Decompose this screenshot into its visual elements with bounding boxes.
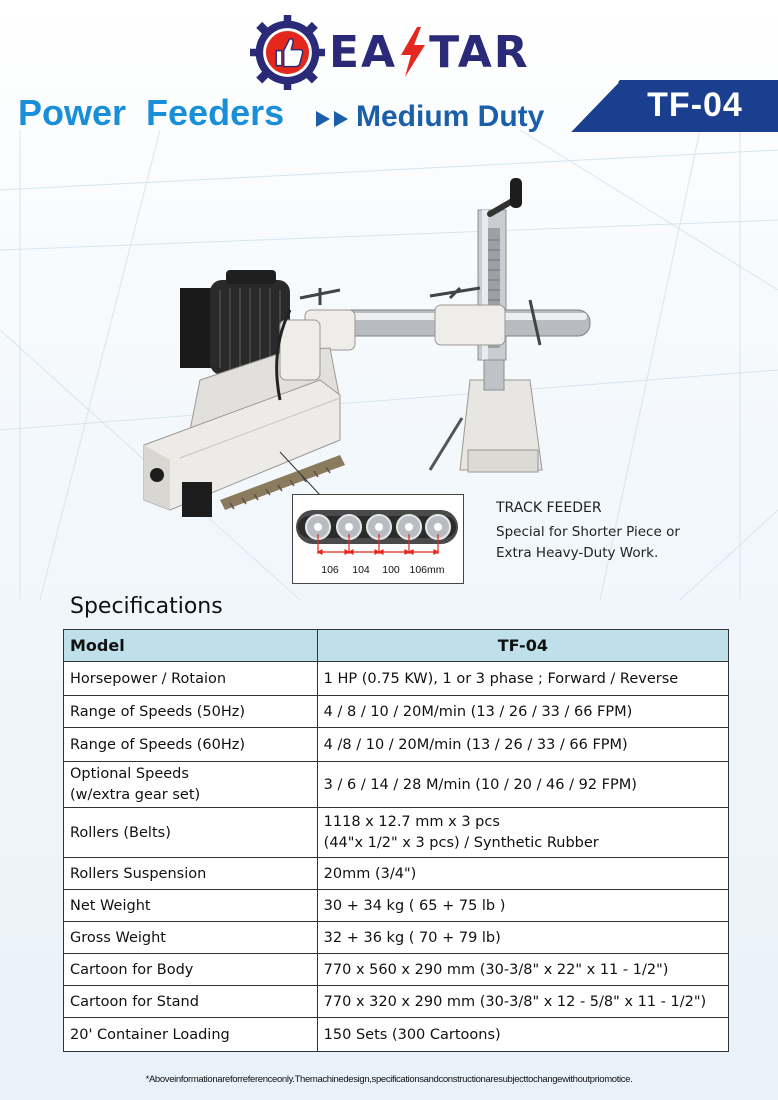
spec-label: Gross Weight bbox=[64, 922, 318, 954]
spec-value: 30 + 34 kg ( 65 + 75 lb ) bbox=[317, 890, 728, 922]
spec-value: 20mm (3/4") bbox=[317, 858, 728, 890]
inset-dim-4: 106mm bbox=[409, 564, 445, 576]
brand-name-left: EA bbox=[329, 26, 398, 78]
spec-value: 32 + 36 kg ( 70 + 79 lb) bbox=[317, 922, 728, 954]
spec-value-line: 1118 x 12.7 mm x 3 pcs bbox=[323, 813, 500, 830]
caption-line: Special for Shorter Piece or bbox=[496, 524, 680, 540]
table-row bbox=[64, 696, 729, 728]
spec-value-line: (44"x 1/2" x 3 pcs) / Synthetic Rubber bbox=[323, 834, 599, 851]
spec-label: Cartoon for Body bbox=[64, 954, 318, 986]
header-model: Model bbox=[64, 630, 318, 662]
page-title: Power Feeders bbox=[18, 92, 285, 133]
spec-value: 1 HP (0.75 KW), 1 or 3 phase ; Forward / Reverse bbox=[317, 662, 728, 696]
double-arrow-icon bbox=[312, 108, 356, 130]
spec-label bbox=[64, 762, 318, 808]
spec-value: 770 x 560 x 290 mm (30-3/8" x 22" x 11 - 1/2") bbox=[317, 954, 728, 986]
spec-value: 4 /8 / 10 / 20M/min (13 / 26 / 33 / 66 FPM) bbox=[317, 728, 728, 762]
spec-label: Net Weight bbox=[64, 890, 318, 922]
spec-label: Cartoon for Stand bbox=[64, 986, 318, 1018]
table-row bbox=[64, 986, 729, 1018]
table-row bbox=[64, 728, 729, 762]
spec-label: Range of Speeds (50Hz) bbox=[64, 696, 318, 728]
inset-dim-2: 104 bbox=[352, 564, 370, 576]
table-row bbox=[64, 1018, 729, 1052]
spec-label-line: (w/extra gear set) bbox=[70, 786, 201, 803]
spec-value: 150 Sets (300 Cartoons) bbox=[317, 1018, 728, 1052]
spec-label: 20' Container Loading bbox=[64, 1018, 318, 1052]
disclaimer-footnote: *Aboveinformationareforreferenceonly.Themachinedesign,specificationsandconstructionaresubjecttochangewithoutpriomotice. bbox=[145, 1074, 633, 1085]
lightning-bolt-icon bbox=[399, 27, 427, 77]
spec-label: Range of Speeds (60Hz) bbox=[64, 728, 318, 762]
track-rollers-inset bbox=[292, 494, 464, 584]
header-model-value: TF-04 bbox=[317, 630, 728, 662]
caption-title: TRACK FEEDER bbox=[496, 500, 602, 516]
table-row bbox=[64, 890, 729, 922]
spec-value: 4 / 8 / 10 / 20M/min (13 / 26 / 33 / 66 FPM) bbox=[317, 696, 728, 728]
spec-label: Rollers (Belts) bbox=[64, 808, 318, 858]
table-row bbox=[64, 954, 729, 986]
spec-label: Rollers Suspension bbox=[64, 858, 318, 890]
spec-value bbox=[317, 808, 728, 858]
specifications-heading: Specifications bbox=[70, 594, 223, 619]
power-feeder-image bbox=[130, 170, 600, 530]
table-row bbox=[64, 858, 729, 890]
spec-label-line: Optional Speeds bbox=[70, 765, 189, 782]
brand-name-right: TAR bbox=[429, 26, 530, 78]
specifications-table bbox=[63, 629, 729, 1052]
table-header-row bbox=[64, 630, 729, 662]
model-tag: TF-04 bbox=[647, 86, 743, 124]
table-row bbox=[64, 922, 729, 954]
caption-line: Extra Heavy-Duty Work. bbox=[496, 545, 659, 561]
spec-value: 3 / 6 / 14 / 28 M/min (10 / 20 / 46 / 92 FPM) bbox=[317, 762, 728, 808]
spec-value: 770 x 320 x 290 mm (30-3/8" x 12 - 5/8" x 11 - 1/2") bbox=[317, 986, 728, 1018]
brand-logo bbox=[250, 12, 550, 92]
inset-dim-1: 106 bbox=[321, 564, 339, 576]
table-row bbox=[64, 662, 729, 696]
table-row bbox=[64, 808, 729, 858]
page-subtitle: Medium Duty bbox=[356, 100, 545, 133]
thumbs-up-gear-icon bbox=[250, 15, 325, 90]
inset-dim-3: 100 bbox=[382, 564, 400, 576]
table-row bbox=[64, 762, 729, 808]
spec-label: Horsepower / Rotaion bbox=[64, 662, 318, 696]
